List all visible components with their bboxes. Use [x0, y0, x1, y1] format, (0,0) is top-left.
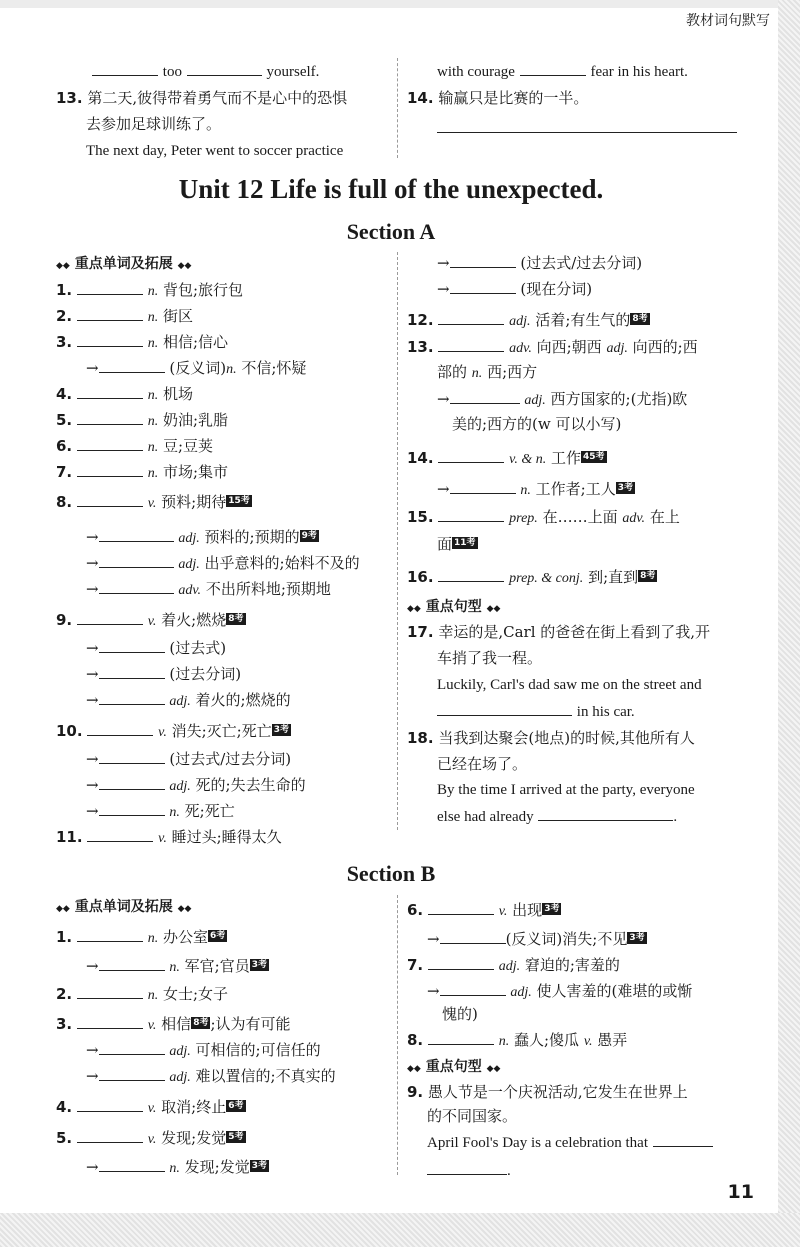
- answer-blank[interactable]: [77, 984, 143, 999]
- arrow: →: [86, 554, 99, 572]
- a-question-17: 17. 幸运的是,Carl 的爸爸在街上看到了我,开: [407, 623, 711, 641]
- b-question-9-en1: April Fool's Day is a celebration that: [427, 1132, 713, 1153]
- a-item-10: 10. v. 消失;灭亡;死亡 3考: [56, 722, 289, 740]
- answer-blank[interactable]: [99, 358, 165, 373]
- answer-blank[interactable]: [520, 61, 586, 76]
- top-line-1: too yourself.: [92, 61, 319, 82]
- exam-count-badge: 6考: [210, 931, 226, 941]
- answer-blank[interactable]: [77, 1014, 143, 1029]
- answer-blank[interactable]: [77, 610, 143, 625]
- a-item-10-derivative-1: → (过去式/过去分词): [86, 750, 292, 768]
- arrow: →: [86, 750, 99, 768]
- answer-blank[interactable]: [428, 955, 494, 970]
- a-item-8-derivative-2: → adj. 出乎意料的;始料不及的: [86, 554, 360, 572]
- a-item-9: 9. v. 着火;燃烧 8考: [56, 611, 244, 629]
- answer-blank[interactable]: [538, 806, 673, 821]
- exam-count-badge: 8考: [632, 314, 648, 324]
- exam-count-badge: 8考: [640, 571, 656, 581]
- arrow: →: [86, 691, 99, 709]
- answer-blank[interactable]: [99, 527, 174, 542]
- answer-blank[interactable]: [77, 332, 143, 347]
- b-item-3-derivative-2: → adj. 难以置信的;不真实的: [86, 1067, 336, 1085]
- a-item-11-derivative-1: → (过去式/过去分词): [437, 254, 643, 272]
- answer-blank[interactable]: [77, 280, 143, 295]
- answer-blank[interactable]: [440, 981, 506, 996]
- answer-blank[interactable]: [450, 279, 516, 294]
- answer-blank[interactable]: [99, 749, 165, 764]
- answer-blank[interactable]: [77, 384, 143, 399]
- a-item-9-derivative-3: → adj. 着火的;燃烧的: [86, 691, 291, 709]
- a-item-10-derivative-2: → adj. 死的;失去生命的: [86, 776, 306, 794]
- exam-count-badge: 15考: [228, 496, 250, 506]
- a-question-18-en1: By the time I arrived at the party, everyone: [437, 782, 695, 798]
- answer-blank[interactable]: [440, 929, 506, 944]
- answer-blank[interactable]: [427, 1160, 507, 1175]
- arrow: →: [86, 359, 99, 377]
- exam-count-badge: 3考: [544, 904, 560, 914]
- answer-blank[interactable]: [99, 638, 165, 653]
- b-item-5: 5. v. 发现;发觉 5考: [56, 1129, 244, 1147]
- a-item-11: 11. v. 睡过头;睡得太久: [56, 828, 282, 846]
- arrow: →: [86, 1041, 99, 1059]
- arrow: →: [86, 1158, 99, 1176]
- answer-blank[interactable]: [77, 927, 143, 942]
- arrow: →: [86, 665, 99, 683]
- exam-count-badge: 3考: [617, 483, 633, 493]
- a-item-3-derivative: → (反义词)n. 不信;怀疑: [86, 359, 307, 377]
- b-item-3: 3. v. 相信 8考 ;认为有可能: [56, 1015, 291, 1033]
- arrow: →: [86, 580, 99, 598]
- answer-blank[interactable]: [77, 306, 143, 321]
- b-item-1-derivative: → n. 军官;官员 3考: [86, 957, 267, 975]
- a-item-5: 5. n. 奶油;乳脂: [56, 411, 229, 429]
- answer-blank[interactable]: [437, 118, 737, 133]
- b-item-4: 4. v. 取消;终止 6考: [56, 1098, 244, 1116]
- page-number: 11: [727, 1181, 754, 1203]
- a-item-3: 3. n. 相信;信心: [56, 333, 229, 351]
- b-item-7-derivative-cont: 愧的): [442, 1005, 478, 1023]
- question-14-top: 14. 输赢只是比赛的一半。: [407, 89, 589, 107]
- answer-blank[interactable]: [99, 1066, 165, 1081]
- answer-blank[interactable]: [99, 553, 174, 568]
- book-title: 教材词句默写: [686, 13, 770, 29]
- section-b-vocab-heading: ◆◆ 重点单词及拓展 ◆◆: [56, 899, 192, 915]
- a-item-15-cont: 面 11考: [437, 535, 476, 553]
- answer-blank[interactable]: [438, 448, 504, 463]
- answer-blank[interactable]: [438, 507, 504, 522]
- b-item-8: 8. n. 蠢人;傻瓜 v. 愚弄: [407, 1031, 628, 1049]
- exam-count-badge: 8考: [193, 1018, 209, 1028]
- exam-count-badge: 3考: [251, 1161, 267, 1171]
- b-item-7-derivative: → adj. 使人害羞的(难堪的或惭: [427, 982, 693, 1000]
- section-a-sentence-heading: ◆◆ 重点句型 ◆◆: [407, 599, 501, 615]
- answer-blank[interactable]: [77, 1128, 143, 1143]
- answer-blank[interactable]: [438, 567, 504, 582]
- a-item-13-derivative-cont: 美的;西方的(w 可以小写): [452, 415, 622, 433]
- a-item-1: 1. n. 背包;旅行包: [56, 281, 244, 299]
- answer-blank[interactable]: [77, 492, 143, 507]
- question-14-line: [437, 118, 737, 138]
- a-item-4: 4. n. 机场: [56, 385, 193, 403]
- answer-blank[interactable]: [87, 721, 153, 736]
- a-item-8-derivative-1: → adj. 预料的;预期的 9考: [86, 528, 317, 546]
- answer-blank[interactable]: [77, 462, 143, 477]
- answer-blank[interactable]: [99, 1157, 165, 1172]
- section-a-vocab-heading: ◆◆ 重点单词及拓展 ◆◆: [56, 256, 192, 272]
- section-b-title: Section B: [346, 861, 436, 886]
- answer-blank[interactable]: [428, 900, 494, 915]
- arrow: →: [86, 802, 99, 820]
- exam-count-badge: 5考: [228, 1132, 244, 1142]
- answer-blank[interactable]: [99, 579, 174, 594]
- a-item-7: 7. n. 市场;集市: [56, 463, 229, 481]
- arrow: →: [86, 957, 99, 975]
- column-divider: [397, 895, 398, 1175]
- a-item-10-derivative-3: → n. 死;死亡: [86, 802, 235, 820]
- question-13-en: The next day, Peter went to soccer practice: [86, 143, 344, 159]
- column-divider: [397, 58, 398, 158]
- b-question-9: 9. 愚人节是一个庆祝活动,它发生在世界上: [407, 1083, 688, 1101]
- answer-blank[interactable]: [77, 436, 143, 451]
- b-item-1: 1. n. 办公室 6考: [56, 928, 226, 946]
- answer-blank[interactable]: [99, 801, 165, 816]
- b-item-3-derivative-1: → adj. 可相信的;可信任的: [86, 1041, 321, 1059]
- a-item-13-cont: 部的 n. 西;西方: [437, 363, 538, 381]
- section-a-title: Section A: [346, 219, 436, 244]
- answer-blank[interactable]: [99, 1040, 165, 1055]
- answer-blank[interactable]: [653, 1132, 713, 1147]
- b-item-5-derivative: → n. 发现;发觉 3考: [86, 1158, 267, 1176]
- arrow: →: [437, 390, 450, 408]
- page-top-edge: [0, 0, 800, 8]
- arrow: →: [86, 528, 99, 546]
- answer-blank[interactable]: [77, 1097, 143, 1112]
- exam-count-badge: 3考: [273, 725, 289, 735]
- answer-blank[interactable]: [428, 1030, 494, 1045]
- answer-blank[interactable]: [77, 410, 143, 425]
- a-item-9-derivative-2: → (过去分词): [86, 665, 242, 683]
- answer-blank[interactable]: [450, 253, 516, 268]
- exam-count-badge: 3考: [251, 960, 267, 970]
- arrow: →: [86, 1067, 99, 1085]
- a-item-8: 8. v. 预料;期待 15考: [56, 493, 250, 511]
- answer-blank[interactable]: [92, 61, 158, 76]
- a-item-16: 16. prep. & conj. 到;直到 8考: [407, 568, 656, 586]
- question-13-cn2: 去参加足球训练了。: [86, 115, 222, 133]
- arrow: →: [86, 639, 99, 657]
- b-item-2: 2. n. 女士;女子: [56, 985, 229, 1003]
- a-item-11-derivative-2: → (现在分词): [437, 280, 593, 298]
- column-divider: [397, 252, 398, 830]
- b-item-6-derivative: → (反义词)消失;不见 3考: [427, 930, 645, 948]
- arrow: →: [86, 776, 99, 794]
- arrow: →: [437, 280, 450, 298]
- arrow: →: [427, 982, 440, 1000]
- answer-blank[interactable]: [99, 664, 165, 679]
- exam-count-badge: 11考: [454, 538, 476, 548]
- a-item-14: 14. v. & n. 工作 45考: [407, 449, 605, 467]
- answer-blank[interactable]: [99, 956, 165, 971]
- arrow: →: [437, 480, 450, 498]
- a-question-17-en2: in his car.: [437, 701, 635, 722]
- a-item-6: 6. n. 豆;豆荚: [56, 437, 214, 455]
- exam-count-badge: 3考: [629, 933, 645, 943]
- b-question-9-en2: .: [427, 1160, 511, 1181]
- a-question-18: 18. 当我到达聚会(地点)的时候,其他所有人: [407, 729, 695, 747]
- answer-blank[interactable]: [87, 827, 153, 842]
- a-item-9-derivative-1: → (过去式): [86, 639, 227, 657]
- a-question-18-cn2: 已经在场了。: [437, 755, 528, 773]
- a-question-18-en2: else had already .: [437, 806, 677, 827]
- question-13-top: 13. 第二天,彼得带着勇气而不是心中的恐惧: [56, 89, 348, 107]
- answer-blank[interactable]: [438, 337, 504, 352]
- a-question-17-en1: Luckily, Carl's dad saw me on the street and: [437, 677, 702, 693]
- a-item-15: 15. prep. 在……上面 adv. 在上: [407, 508, 680, 526]
- exam-count-badge: 9考: [301, 531, 317, 541]
- exam-count-badge: 45考: [583, 452, 605, 462]
- a-item-8-derivative-3: → adv. 不出所料地;预期地: [86, 580, 331, 598]
- arrow: →: [427, 930, 440, 948]
- b-item-7: 7. adj. 窘迫的;害羞的: [407, 956, 620, 974]
- answer-blank[interactable]: [187, 61, 262, 76]
- a-item-13-derivative: → adj. 西方国家的;(尤指)欧: [437, 390, 688, 408]
- answer-blank[interactable]: [99, 690, 165, 705]
- b-question-9-cn2: 的不同国家。: [427, 1107, 518, 1125]
- answer-blank[interactable]: [450, 389, 520, 404]
- section-b-sentence-heading: ◆◆ 重点句型 ◆◆: [407, 1059, 501, 1075]
- answer-blank[interactable]: [99, 775, 165, 790]
- answer-blank[interactable]: [437, 701, 572, 716]
- a-item-2: 2. n. 街区: [56, 307, 193, 325]
- a-question-17-cn2: 车捎了我一程。: [437, 649, 543, 667]
- page-bottom-edge: [0, 1213, 800, 1247]
- answer-blank[interactable]: [450, 479, 516, 494]
- top-right-line-1: with courage fear in his heart.: [437, 61, 688, 82]
- arrow: →: [437, 254, 450, 272]
- answer-blank[interactable]: [438, 310, 504, 325]
- a-item-13: 13. adv. 向西;朝西 adj. 向西的;西: [407, 338, 698, 356]
- unit-title: Unit 12 Life is full of the unexpected.: [178, 174, 604, 204]
- exam-count-badge: 8考: [228, 614, 244, 624]
- exam-count-badge: 6考: [228, 1101, 244, 1111]
- b-item-6: 6. v. 出现 3考: [407, 901, 560, 919]
- a-item-12: 12. adj. 活着;有生气的 8考: [407, 311, 648, 329]
- a-item-14-derivative: → n. 工作者;工人 3考: [437, 480, 633, 498]
